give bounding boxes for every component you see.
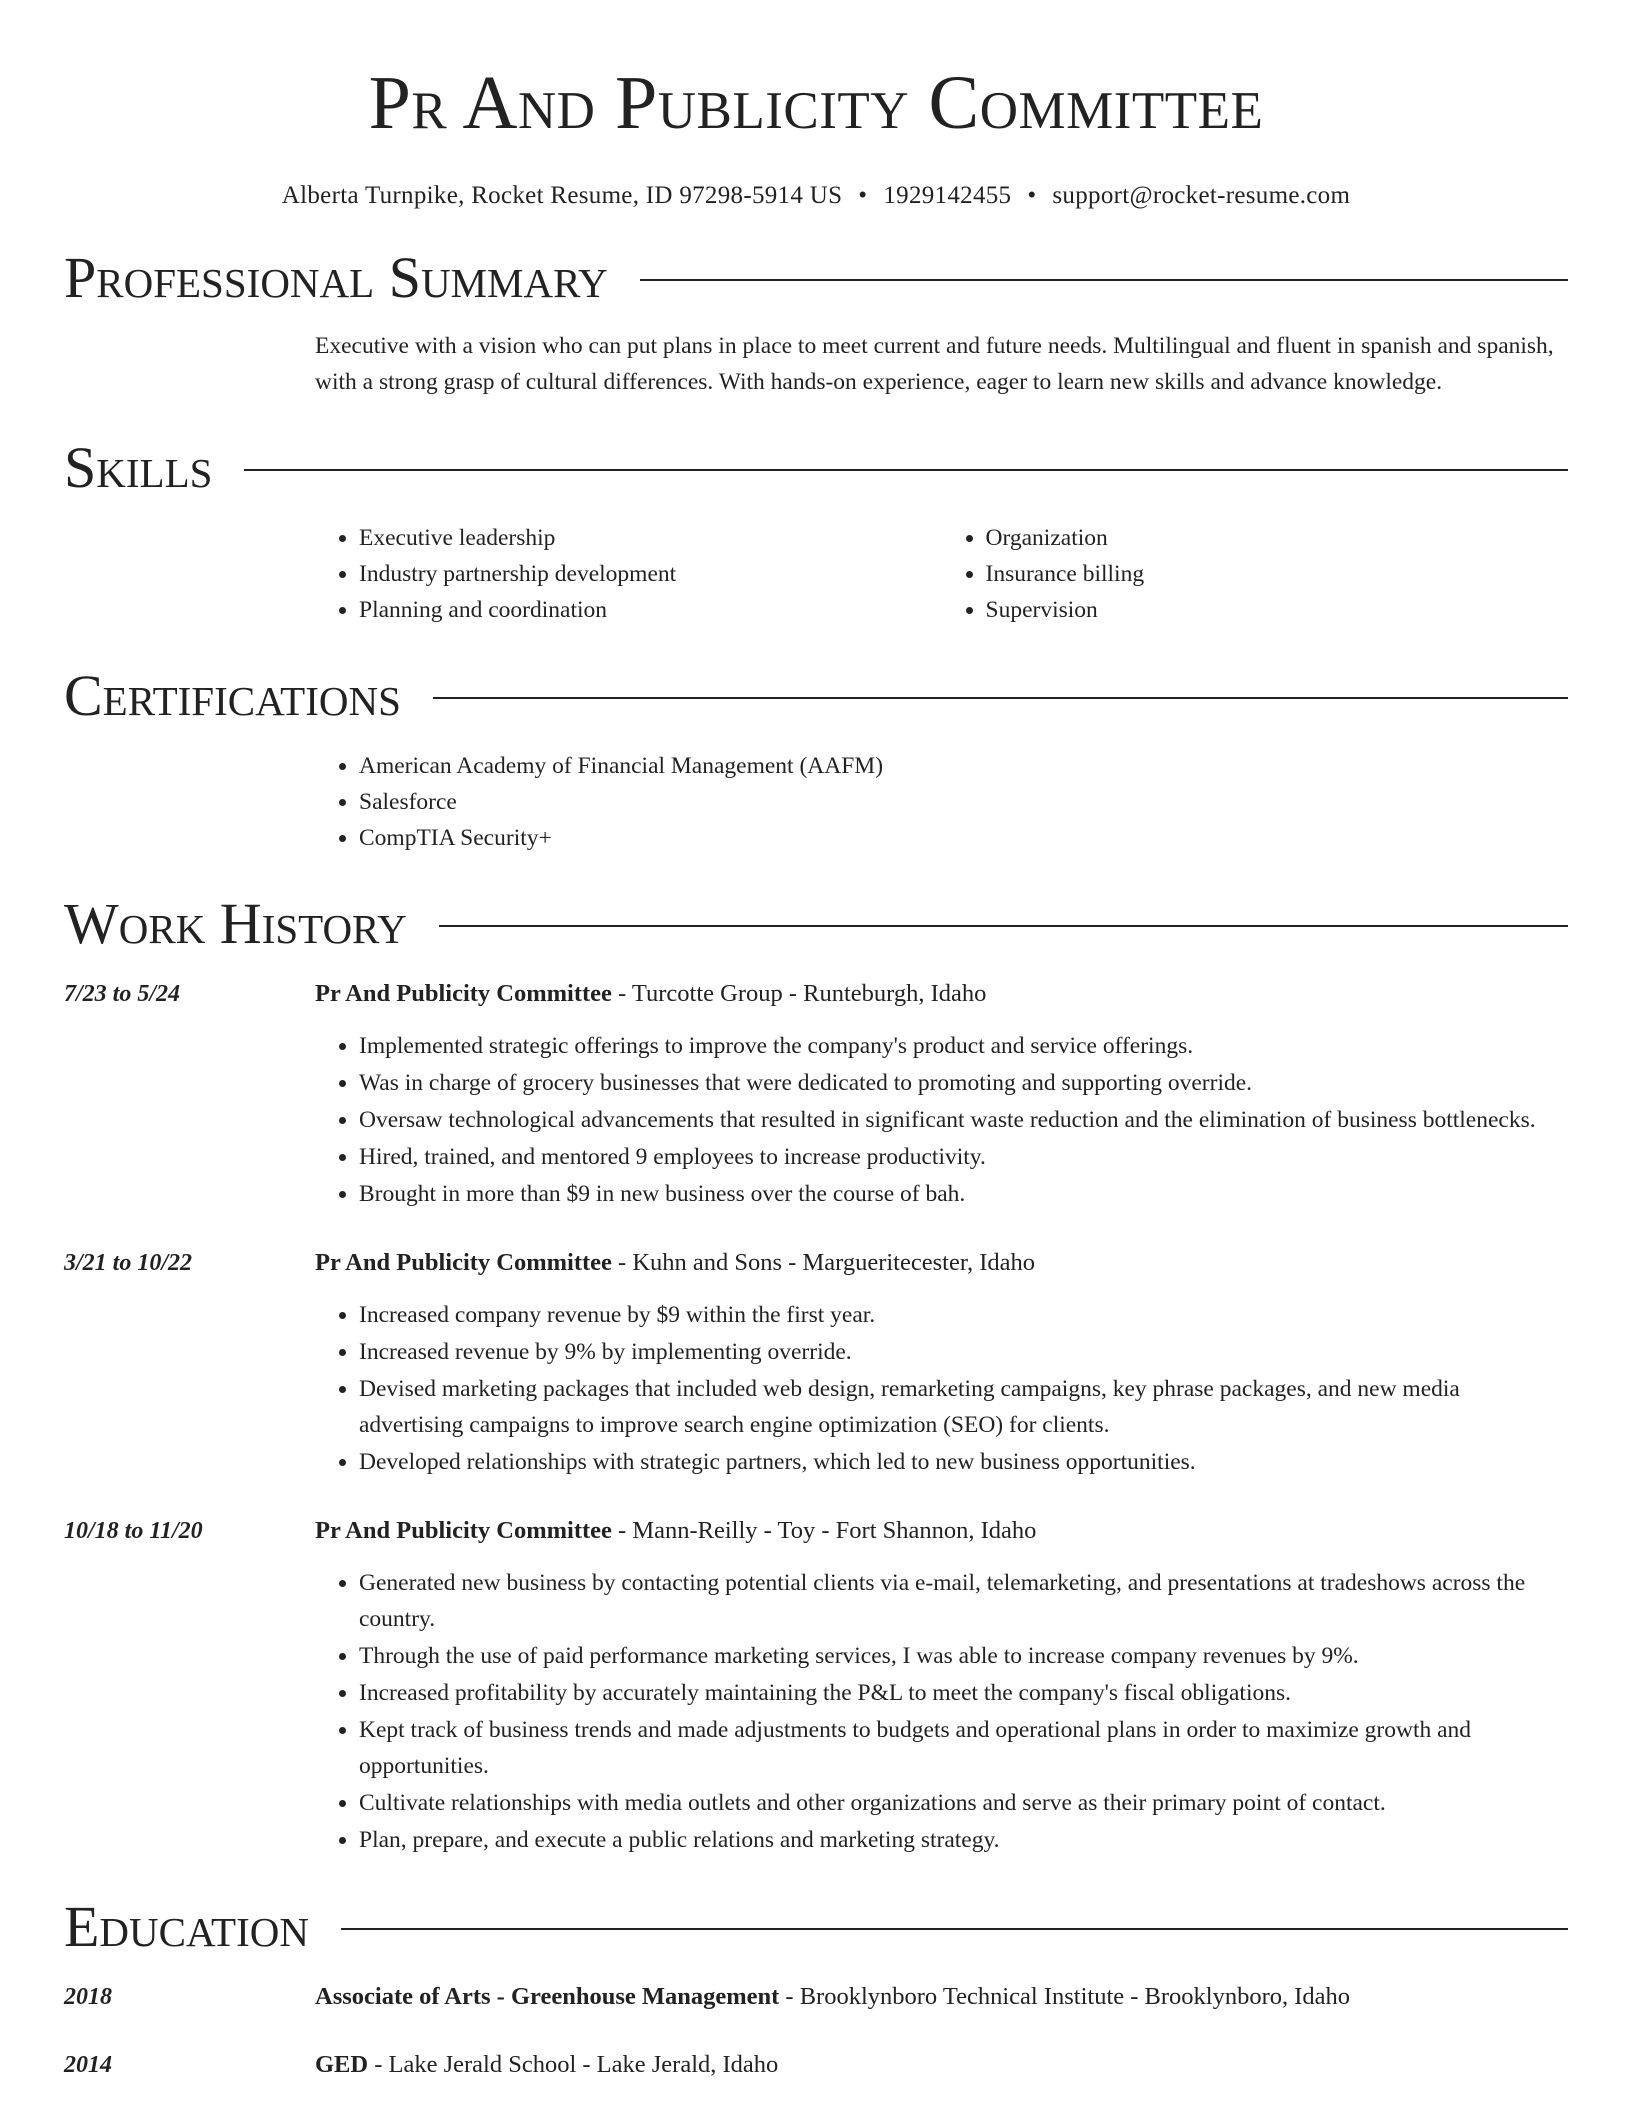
education-degree: GED [315, 2051, 369, 2078]
education-degree: Associate of Arts - Greenhouse Management [315, 1983, 780, 2010]
contact-address: Alberta Turnpike, Rocket Resume, ID 97298-5914 US [281, 182, 843, 209]
skill-item: • Organization [986, 520, 1569, 556]
job-employer: - Kuhn and Sons - Margueritecester, Idaho [611, 1249, 1036, 1276]
job-title-line [315, 976, 1568, 1012]
section-divider [341, 1928, 1568, 1930]
summary-heading: Professional Summary [64, 245, 608, 310]
certifications-section-header [64, 664, 1568, 728]
education-entry [64, 1979, 1568, 2015]
job-title-line [315, 1513, 1568, 1549]
job-entry [64, 1245, 1568, 1481]
job-bullet: • Implemented strategic offerings to improve the company's product and service offerings. [359, 1028, 1568, 1064]
education-year: 2018 [64, 1984, 112, 2010]
job-bullet: • Devised marketing packages that included web design, remarketing campaigns, key phrase packages, and new media advertising campaigns to improve search engine optimization (SEO) for clients. [359, 1371, 1568, 1443]
skill-item: • Insurance billing [986, 556, 1569, 592]
job-dates: 3/21 to 10/22 [64, 1250, 193, 1276]
job-entry [64, 976, 1568, 1213]
education-heading: Education [64, 1894, 309, 1959]
skills-column-right [942, 520, 1569, 628]
contact-phone: 1929142455 [883, 182, 1012, 209]
job-title-line [315, 1245, 1568, 1281]
job-bullet: • Increased profitability by accurately maintaining the P&L to meet the company's fiscal obligations. [359, 1675, 1568, 1711]
skills-heading: Skills [64, 435, 213, 500]
job-bullet: • Increased revenue by 9% by implementing override. [359, 1334, 1568, 1370]
job-employer: - Turcotte Group - Runteburgh, Idaho [611, 980, 987, 1007]
certification-item: • American Academy of Financial Management (AAFM) [359, 748, 1568, 784]
education-details [315, 1979, 1350, 2015]
work-history-heading: Work History [64, 891, 407, 956]
job-bullets [315, 1028, 1568, 1212]
summary-section-header [64, 246, 1568, 310]
certification-item: • Salesforce [359, 784, 1568, 820]
education-section-header [64, 1895, 1568, 1959]
job-bullet: • Brought in more than $9 in new business over the course of bah. [359, 1176, 1568, 1212]
job-bullet: • Plan, prepare, and execute a public relations and marketing strategy. [359, 1822, 1568, 1858]
skill-item: • Supervision [986, 592, 1569, 628]
education-school: - Lake Jerald School - Lake Jerald, Idaho [368, 2051, 779, 2078]
job-employer: - Mann-Reilly - Toy - Fort Shannon, Idaho [611, 1517, 1037, 1544]
education-year: 2014 [64, 2052, 112, 2078]
education-entry [64, 2047, 1568, 2083]
job-bullet: • Oversaw technological advancements that resulted in significant waste reduction and the elimination of business bottlenecks. [359, 1102, 1568, 1138]
skills-column-left [315, 520, 942, 628]
job-bullet: • Kept track of business trends and made adjustments to budgets and operational plans in order to maximize growth and opportunities. [359, 1712, 1568, 1784]
contact-separator: • [858, 182, 868, 209]
job-bullet: • Was in charge of grocery businesses that were dedicated to promoting and supporting override. [359, 1065, 1568, 1101]
contact-line [64, 182, 1568, 210]
job-bullets [315, 1565, 1568, 1858]
skill-item: • Executive leadership [359, 520, 942, 556]
job-bullets [315, 1297, 1568, 1480]
job-dates: 7/23 to 5/24 [64, 981, 181, 1007]
certification-item: • CompTIA Security+ [359, 820, 1568, 856]
skills-section-header [64, 436, 1568, 500]
job-bullet: • Hired, trained, and mentored 9 employees to increase productivity. [359, 1139, 1568, 1175]
education-details [315, 2047, 778, 2083]
job-entry [64, 1513, 1568, 1859]
section-divider [439, 925, 1568, 927]
job-title: Pr And Publicity Committee [315, 1249, 612, 1276]
contact-separator: • [1027, 182, 1037, 209]
job-title: Pr And Publicity Committee [315, 1517, 612, 1544]
skills-list [315, 520, 1568, 628]
work-history-section-header [64, 892, 1568, 956]
candidate-name: Pr And Publicity Committee [368, 61, 1264, 145]
certifications-heading: Certifications [64, 663, 401, 728]
contact-email: support@rocket-resume.com [1052, 182, 1351, 209]
job-dates: 10/18 to 11/20 [64, 1518, 203, 1544]
job-title: Pr And Publicity Committee [315, 980, 612, 1007]
education-school: - Brooklynboro Technical Institute - Brooklynboro, Idaho [779, 1983, 1351, 2010]
job-bullet: • Generated new business by contacting potential clients via e-mail, telemarketing, and presentations at tradeshows across the country. [359, 1565, 1568, 1637]
job-bullet: • Developed relationships with strategic partners, which led to new business opportunities. [359, 1444, 1568, 1480]
job-bullet: • Cultivate relationships with media outlets and other organizations and serve as their primary point of contact. [359, 1785, 1568, 1821]
summary-text: Executive with a vision who can put plans in place to meet current and future needs. Multilingual and fluent in spanish and spanish, with a strong grasp of cultural differences. With hands-on experience, eager to learn new skills and advance knowledge. [315, 333, 1554, 395]
section-divider [433, 697, 1568, 699]
certifications-list [315, 748, 1568, 856]
section-divider [244, 469, 1568, 471]
skill-item: • Planning and coordination [359, 592, 942, 628]
section-divider [640, 279, 1568, 281]
job-bullet: • Increased company revenue by $9 within the first year. [359, 1297, 1568, 1333]
skill-item: • Industry partnership development [359, 556, 942, 592]
job-bullet: • Through the use of paid performance marketing services, I was able to increase company revenues by 9%. [359, 1638, 1568, 1674]
